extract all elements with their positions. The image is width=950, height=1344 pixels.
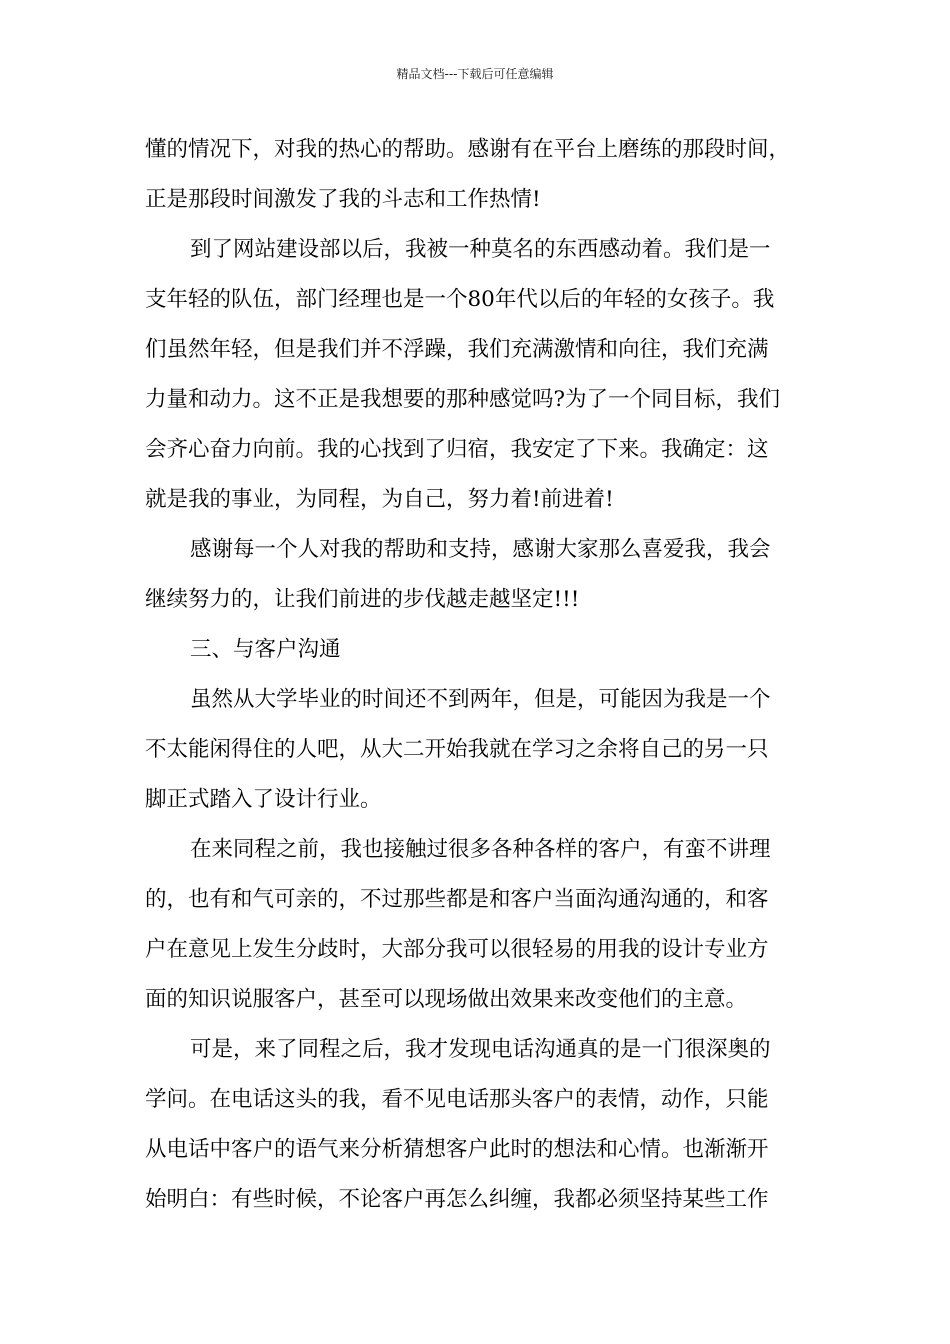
text-line: 虽然从大学毕业的时间还不到两年，但是，可能因为我是一个	[190, 687, 771, 712]
text-line: 支年轻的队伍，部门经理也是一个80年代以后的年轻的女孩子。我	[145, 287, 775, 312]
text-line: 懂的情况下，对我的热心的帮助。感谢有在平台上磨练的那段时间，	[145, 137, 791, 162]
page-header: 精品文档---下载后可任意编辑	[396, 67, 554, 81]
text-line: 感谢每一个人对我的帮助和支持，感谢大家那么喜爱我，我会	[190, 537, 771, 562]
text-line: 就是我的事业，为同程，为自己，努力着!前进着!	[145, 487, 614, 512]
document-body	[145, 125, 810, 1225]
text-line: 力量和动力。这不正是我想要的那种感觉吗?为了一个同目标，我们	[145, 387, 781, 412]
text-line: 从电话中客户的语气来分析猜想客户此时的想法和心情。也渐渐开	[145, 1137, 769, 1162]
text-line: 在来同程之前，我也接触过很多各种各样的客户，有蛮不讲理	[190, 837, 771, 862]
text-line: 的，也有和气可亲的，不过那些都是和客户当面沟通沟通的，和客	[145, 887, 769, 912]
text-line: 始明白：有些时候，不论客户再怎么纠缠，我都必须坚持某些工作	[145, 1187, 769, 1212]
text-line: 脚正式踏入了设计行业。	[145, 787, 382, 812]
text-line: 会齐心奋力向前。我的心找到了归宿，我安定了下来。我确定：这	[145, 437, 769, 462]
text-line: 们虽然年轻，但是我们并不浮躁，我们充满激情和向往，我们充满	[145, 337, 769, 362]
text-line: 户在意见上发生分歧时，大部分我可以很轻易的用我的设计专业方	[145, 937, 769, 962]
text-line: 继续努力的，让我们前进的步伐越走越坚定!!!	[145, 587, 580, 612]
text-line: 到了网站建设部以后，我被一种莫名的东西感动着。我们是一	[190, 237, 771, 262]
section-heading: 三、与客户沟通	[190, 637, 341, 662]
text-line: 正是那段时间激发了我的斗志和工作热情!	[145, 187, 541, 212]
text-line: 面的知识说服客户，甚至可以现场做出效果来改变他们的主意。	[145, 987, 748, 1012]
text-line: 学问。在电话这头的我，看不见电话那头客户的表情，动作，只能	[145, 1087, 769, 1112]
text-line: 不太能闲得住的人吧，从大二开始我就在学习之余将自己的另一只	[145, 737, 769, 762]
text-line: 可是，来了同程之后，我才发现电话沟通真的是一门很深奥的	[190, 1037, 771, 1062]
